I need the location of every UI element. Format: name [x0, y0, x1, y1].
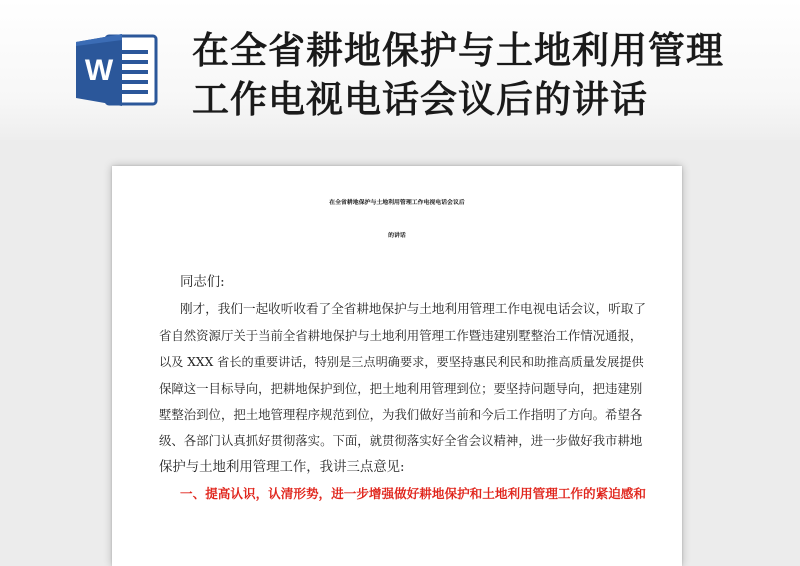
- document-title-line: 的讲话: [388, 232, 406, 239]
- paragraph-line: 墅整治到位，把土地管理程序规范到位，为我们做好当前和今后工作指明了方向。希望各: [159, 407, 643, 423]
- word-document-icon: [76, 30, 160, 110]
- section-heading: 一、提高认识，认清形势，进一步增强做好耕地保护和土地利用管理工作的紧迫感和: [180, 486, 646, 502]
- paragraph-line: 刚才，我们一起收听收看了全省耕地保护与土地利用管理工作电视电话会议，听取了: [180, 301, 646, 317]
- salutation: 同志们:: [180, 275, 225, 290]
- document-title-line: 在全省耕地保护与土地利用管理工作电视电话会议后: [329, 199, 465, 206]
- document-body: [159, 270, 647, 508]
- paragraph-line: 省自然资源厅关于当前全省耕地保护与土地利用管理工作暨违建别墅整治工作情况通报，: [159, 327, 643, 343]
- paragraph-line: 以及 XXX 省长的重要讲话，特别是三点明确要求，要坚持惠民利民和助推高质量发展提供: [159, 355, 644, 370]
- banner-title: [192, 26, 782, 124]
- banner-title-line: 工作电视电话会议后的讲话: [192, 78, 648, 121]
- paragraph-line: 保障这一目标导向，把耕地保护到位，把土地利用管理到位；要坚持问题导向，把违建别: [159, 380, 643, 396]
- svg-text:W: W: [84, 54, 114, 87]
- document-page: [112, 166, 682, 566]
- banner-title-line: 在全省耕地保护与土地利用管理: [192, 29, 724, 72]
- header-banner: [0, 0, 800, 140]
- paragraph-line: 保护与土地利用管理工作，我讲三点意见:: [159, 459, 405, 475]
- document-title: [112, 186, 682, 252]
- paragraph-line: 级、各部门认真抓好贯彻落实。下面，就贯彻落实好全省会议精神，进一步做好我市耕地: [159, 433, 643, 449]
